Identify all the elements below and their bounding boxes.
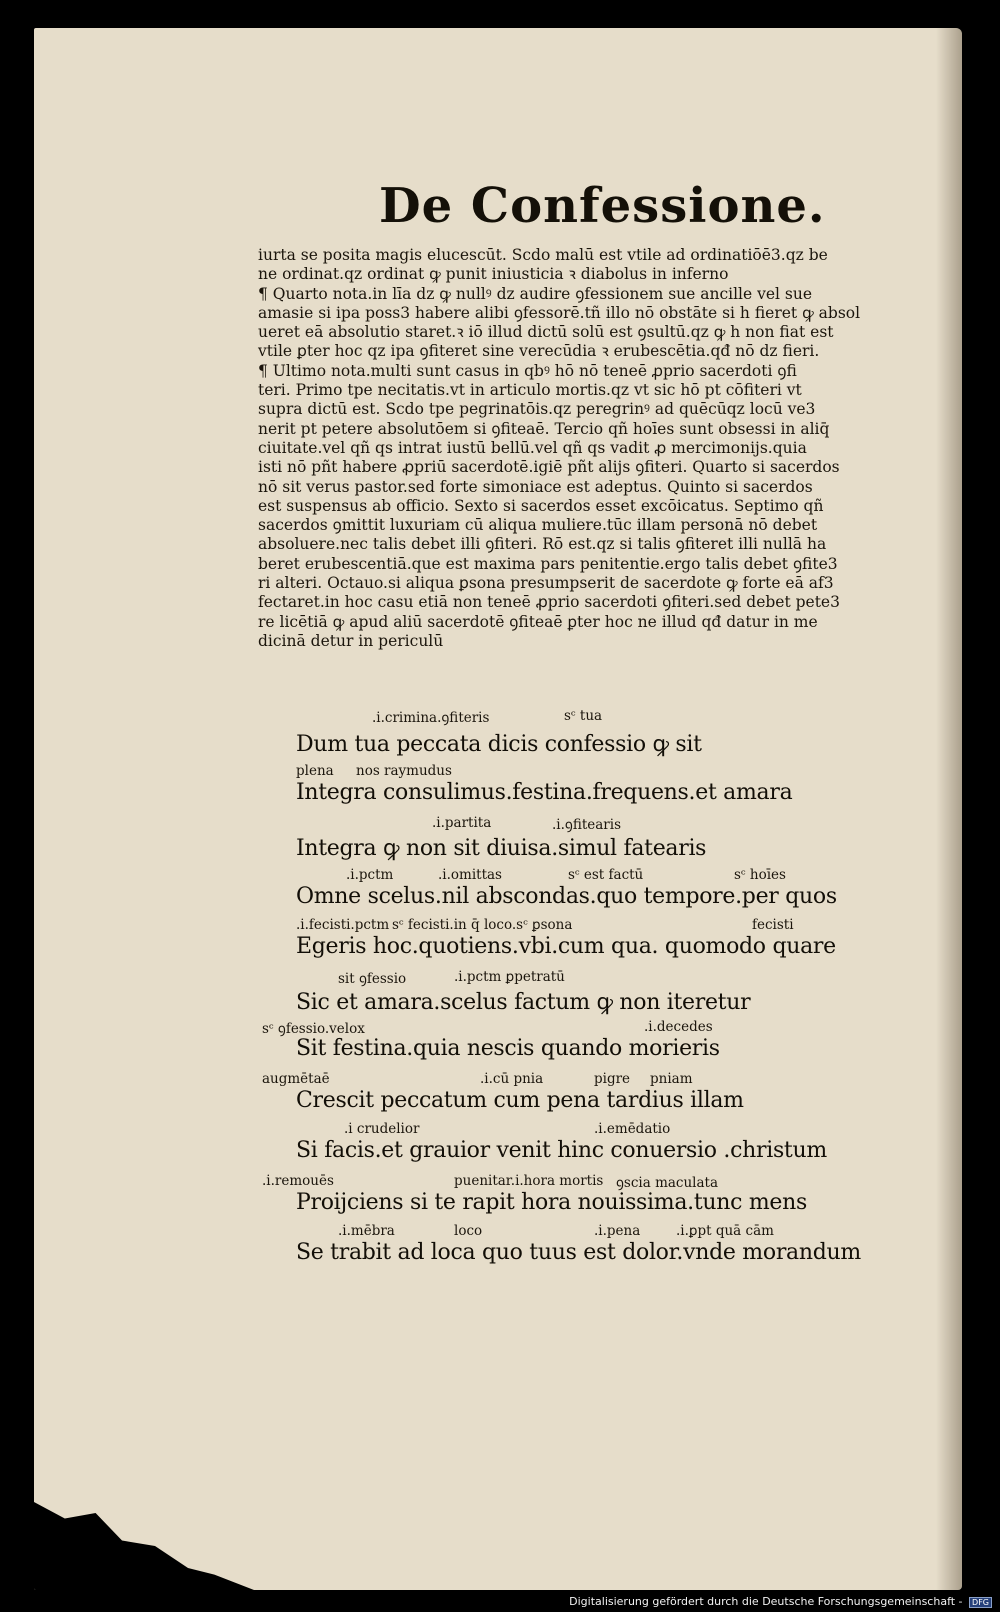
interlinear-gloss: augmētaē: [262, 1071, 330, 1087]
prose-line: beret erubescentiā.que est maxima pars penitentie.ergo talis debet ꝯfite3: [258, 554, 838, 573]
interlinear-gloss: sᶜ tua: [564, 708, 603, 724]
prose-line: sacerdos ꝯmittit luxuriam cū aliqua muliere.tūc illam personā nō debet: [258, 516, 818, 535]
verse-line: Integra ꝙ non sit diuisa.simul fatearis: [296, 836, 707, 861]
prose-line: isti nō pñt habere ꝓpriū sacerdotē.igiē pñt alijs ꝯfiteri. Quarto si sacerdos: [258, 458, 840, 477]
prose-line: ¶ Ultimo nota.multi sunt casus in qbꝰ hō nō teneē ꝓprio sacerdoti ꝯfi: [258, 361, 797, 380]
interlinear-gloss: pigre: [594, 1071, 631, 1087]
interlinear-gloss: .i.ꝑpt quā cām: [676, 1223, 774, 1239]
interlinear-gloss: .i.partita: [432, 815, 492, 831]
interlinear-gloss: fecisti: [752, 917, 794, 933]
interlinear-gloss: .i.remouēs: [262, 1173, 334, 1189]
verse-line: Omne scelus.nil abscondas.quo tempore.per quos: [296, 884, 837, 909]
prose-line: nerit pt petere absolutōem si ꝯfiteaē. Tercio qñ hoīes sunt obsessi in aliq̄: [258, 419, 830, 438]
interlinear-gloss: sᶜ fecisti.in q̄ loco.sᶜ ꝑsona: [392, 917, 573, 933]
prose-line: teri. Primo tpe necitatis.vt in articulo mortis.qz vt sic hō pt cōfiteri vt: [258, 381, 802, 400]
interlinear-gloss: sᶜ hoīes: [734, 867, 786, 883]
interlinear-gloss: plena: [296, 763, 334, 779]
interlinear-gloss: sit ꝯfessio: [338, 971, 407, 987]
dfg-logo: DFG: [969, 1597, 992, 1608]
verse-line: Egeris hoc.quotiens.vbi.cum qua. quomodo quare: [296, 934, 836, 959]
interlinear-gloss: sᶜ ꝯfessio.velox: [262, 1021, 365, 1037]
interlinear-gloss: nos raymudus: [356, 763, 452, 779]
credit-text: Digitalisierung gefördert durch die Deutsche Forschungsgemeinschaft -: [569, 1595, 963, 1608]
verse-line: Si facis.et grauior venit hinc conuersio .christum: [296, 1138, 827, 1163]
prose-line: amasie si ipa poss3 habere alibi ꝯfessorē.tñ illo nō obstāte si h fieret ꝙ absol: [258, 303, 861, 322]
digitization-credit: [569, 1595, 992, 1608]
interlinear-gloss: loco: [454, 1223, 483, 1239]
interlinear-gloss: .i.emēdatio: [594, 1121, 671, 1137]
prose-line: dicinā detur in periculū: [258, 631, 444, 650]
torn-page-corner: [34, 1480, 254, 1590]
prose-line: vtile ꝑter hoc qz ipa ꝯfiteret sine verecūdia ꝛ erubescētia.qđ nō dz fieri.: [258, 342, 820, 361]
interlinear-gloss: sᶜ est factū: [568, 867, 644, 883]
prose-line: iurta se posita magis elucescūt. Scdo malū est vtile ad ordinatiōē3.qz be: [258, 246, 828, 264]
verse-line: Crescit peccatum cum pena tardius illam: [296, 1088, 744, 1113]
interlinear-gloss: pniam: [650, 1071, 693, 1087]
interlinear-gloss: .i.mēbra: [338, 1223, 395, 1239]
verse-line: Sic et amara.scelus factum ꝙ non iteretur: [296, 990, 751, 1015]
verse-line: Proijciens si te rapit hora nouissima.tunc mens: [296, 1190, 807, 1215]
prose-line: fectaret.in hoc casu etiā non teneē ꝓprio sacerdoti ꝯfiteri.sed debet pete3: [258, 593, 840, 612]
prose-line: supra dictū est. Scdo tpe pegrinatōis.qz peregrinꝰ ad quēcūqz locū ve3: [258, 400, 816, 419]
interlinear-gloss: .i.decedes: [644, 1019, 713, 1035]
prose-line: ri alteri. Octauo.si aliqua ꝑsona presumpserit de sacerdote ꝙ forte eā af3: [258, 574, 834, 593]
prose-line: ueret eā absolutio staret.ꝛ iō illud dictū solū est ꝯsultū.qz ꝙ h non fiat est: [258, 323, 834, 342]
verse-line: Dum tua peccata dicis confessio ꝙ sit: [296, 732, 702, 757]
verse-line: Se trabit ad loca quo tuus est dolor.vnde morandum: [296, 1240, 861, 1265]
prose-line: ciuitate.vel qñ qs intrat iustū bellū.vel qñ qs vadit ꝓ mercimonijs.quia: [258, 438, 807, 457]
interlinear-gloss: .i.pena: [594, 1223, 641, 1239]
prose-line: est suspensus ab officio. Sexto si sacerdos esset excōicatus. Septimo qñ: [258, 496, 824, 515]
interlinear-gloss: .i.fecisti.pctm: [296, 917, 390, 933]
prose-line: ¶ Quarto nota.in līa dz ꝙ nullꝰ dz audire ꝯfessionem sue ancille vel sue: [258, 284, 813, 303]
interlinear-gloss: .i.pctm: [346, 867, 394, 883]
interlinear-gloss: .i crudelior: [344, 1121, 420, 1137]
prose-line: ne ordinat.qz ordinat ꝙ punit iniusticia ꝛ diabolus in inferno: [258, 265, 729, 284]
interlinear-gloss: puenitar.i.hora mortis: [454, 1173, 604, 1189]
page-title: De Confessione.: [379, 178, 826, 234]
interlinear-gloss: .i.pctm ꝑpetratū: [454, 969, 565, 985]
prose-line: absoluere.nec talis debet illi ꝯfiteri. Rō est.qz si talis ꝯfiteret illi nullā ha: [258, 535, 827, 554]
interlinear-gloss: .i.cū pnia: [480, 1071, 544, 1087]
interlinear-gloss: ꝯscia maculata: [616, 1175, 719, 1191]
interlinear-gloss: .i.ꝯfitearis: [552, 817, 621, 833]
commentary-text-block: [258, 246, 954, 651]
interlinear-gloss: .i.omittas: [438, 867, 502, 883]
verse-line: Sit festina.quia nescis quando morieris: [296, 1036, 720, 1061]
prose-line: nō sit verus pastor.sed forte simoniace est adeptus. Quinto si sacerdos: [258, 477, 813, 496]
interlinear-gloss: .i.crimina.ꝯfiteris: [372, 710, 490, 726]
book-page: [34, 28, 962, 1590]
verse-line: Integra consulimus.festina.frequens.et amara: [296, 780, 793, 805]
prose-line: re licētiā ꝙ apud aliū sacerdotē ꝯfiteaē ꝑter hoc ne illud qđ datur in me: [258, 612, 818, 631]
